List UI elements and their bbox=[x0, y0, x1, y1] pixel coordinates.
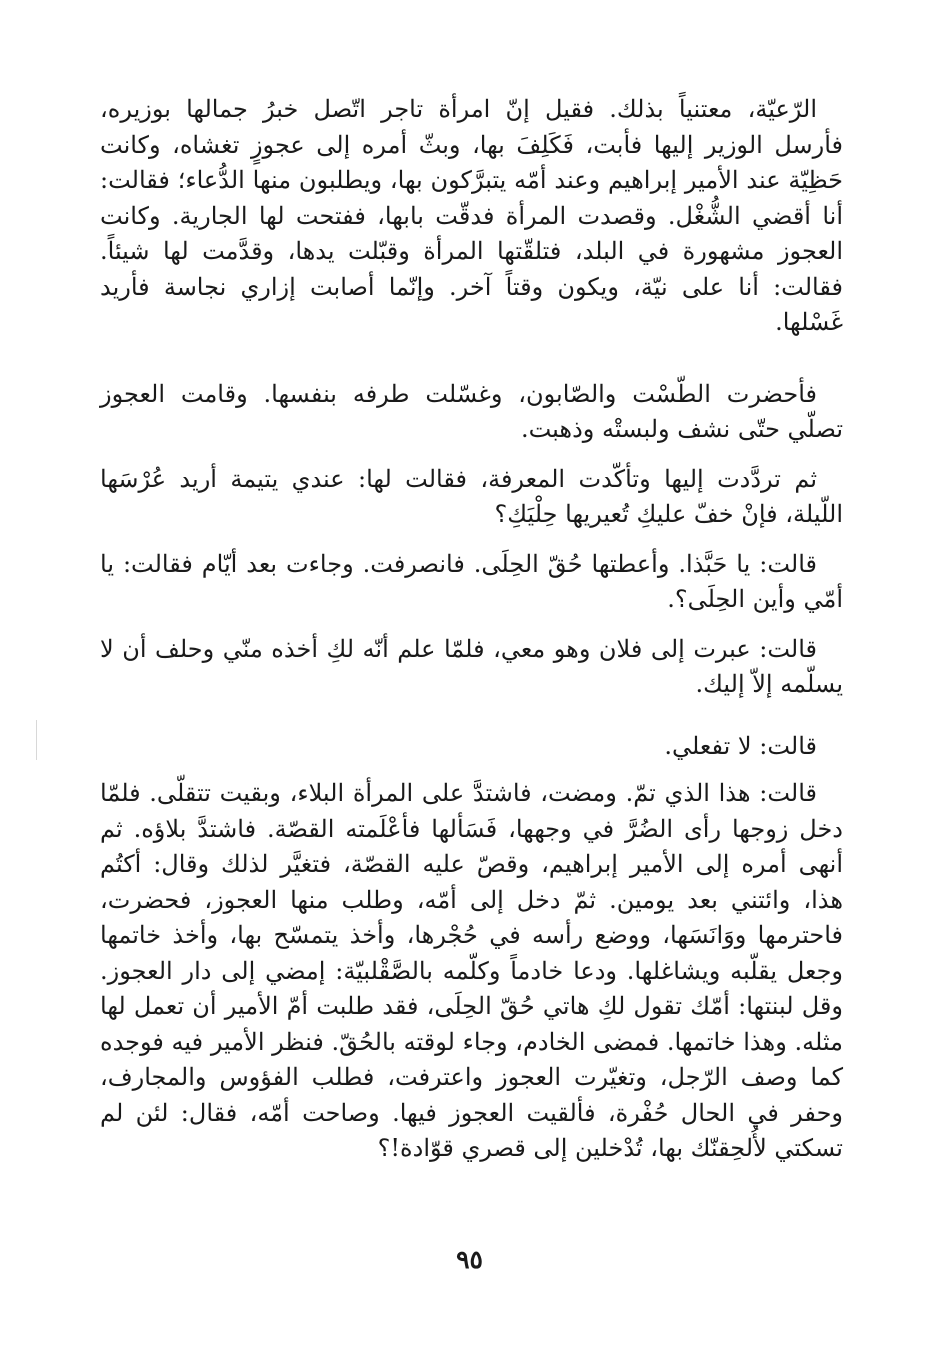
page-number: ٩٥ bbox=[456, 1245, 483, 1274]
paragraph-2: فأحضرت الطّسْت والصّابون، وغسّلت طرفه بنفسها. وقامت العجوز تصلّي حتّى نشف ولبستْه وذهبت. bbox=[100, 379, 843, 443]
paragraph-3: ثم تردَّدت إليها وتأكّدت المعرفة، فقالت لها: عندي يتيمة أريد عُرْسَها اللّيلة، فإنْ خفّ عليكِ تُعيريها حِلْيَكِ؟ bbox=[100, 464, 843, 528]
scan-margin-mark bbox=[36, 720, 37, 760]
paragraph-5: قالت: عبرت إلى فلان وهو معي، فلمّا علم أنّه لكِ أخذه منّي وحلف أن لا يسلّمه إلاّ إليك. bbox=[100, 634, 843, 698]
paragraph-1: الرّعيّة، معتنياً بذلك. فقيل إنّ امرأة تاجر اتّصل خبرُ جمالها بوزيره، فأرسل الوزير إليها فأبت، فَكَلِفَ بها، وبثّ أمره إلى عجوزٍ تغشاه، وكانت حَظِيّة عند الأمير إبراهيم وعند أمّه يتبرَّكون بها، ويطلبون منها الدُّعاء؛ فقالت: أنا أقضي الشُّغْل. وقصدت المرأة فدقّت بابها، ففتحت لها الجارية. وكانت العجوز مشهورة في البلد، فتلقّتها المرأة وقبّلت يدها، وقدَّمت لها شيئاً. فقالت: أنا على نيّة، ويكون وقتاً آخر. وإنّما أصابت إزاري نجاسة فأريد غَسْلها. bbox=[100, 95, 843, 336]
paragraph-7: قالت: هذا الذي تمّ. ومضت، فاشتدَّ على المرأة البلاء، وبقيت تتقلّى. فلمّا دخل زوجها رأى الضُرَّ في وجهها، فَسَألها فأعْلَمته القصّة. فاشتدَّ بلاؤه. ثم أنهى أمره إلى الأمير إبراهيم، وقصّ عليه القصّة، فتغيَّر لذلك وقال: أكتُم هذا، وائتني بعد يومين. ثمّ دخل إلى أمّه، وطلب منها العجوز، فحضرت، فاحترمها ووَانَسَها، ووضع رأسه في حُجْرها، وأخذ يتمسّح بها، وأخذ خاتمها وجعل يقلّبه ويشاغلها. ودعا خادماً وكلّمه بالصَّقْلبيّة: إمضي إلى دار العجوز. وقل لبنتها: أمّك تقول لكِ هاتي حُقّ الحِلَى، فقد طلبت أمّ الأمير أن تعمل لها مثله. وهذا خاتمها. فمضى الخادم، وجاء لوقته بالحُقّ. فنظر الأمير فيه فوجده كما وصف الرّجل، وتغيّرت العجوز واعترفت، فطلب الفؤوس والمجارف، وحفر في الحال حُفْرة، فألقيت العجوز فيها. وصاحت أمّه، فقال: لئن لم تسكتي لأُلحِقنّك بها، تُدْخلين إلى قصري قوّادة!؟ bbox=[100, 779, 843, 1162]
paragraph-4: قالت: يا حَبَّذا. وأعطتها حُقّ الحِلَى. فانصرفت. وجاءت بعد أيّام فقالت: يا أمّي وأين الحِلَى؟. bbox=[100, 549, 843, 613]
page-body bbox=[100, 92, 843, 1167]
paragraph-6: قالت: لا تفعلي. bbox=[664, 731, 817, 760]
